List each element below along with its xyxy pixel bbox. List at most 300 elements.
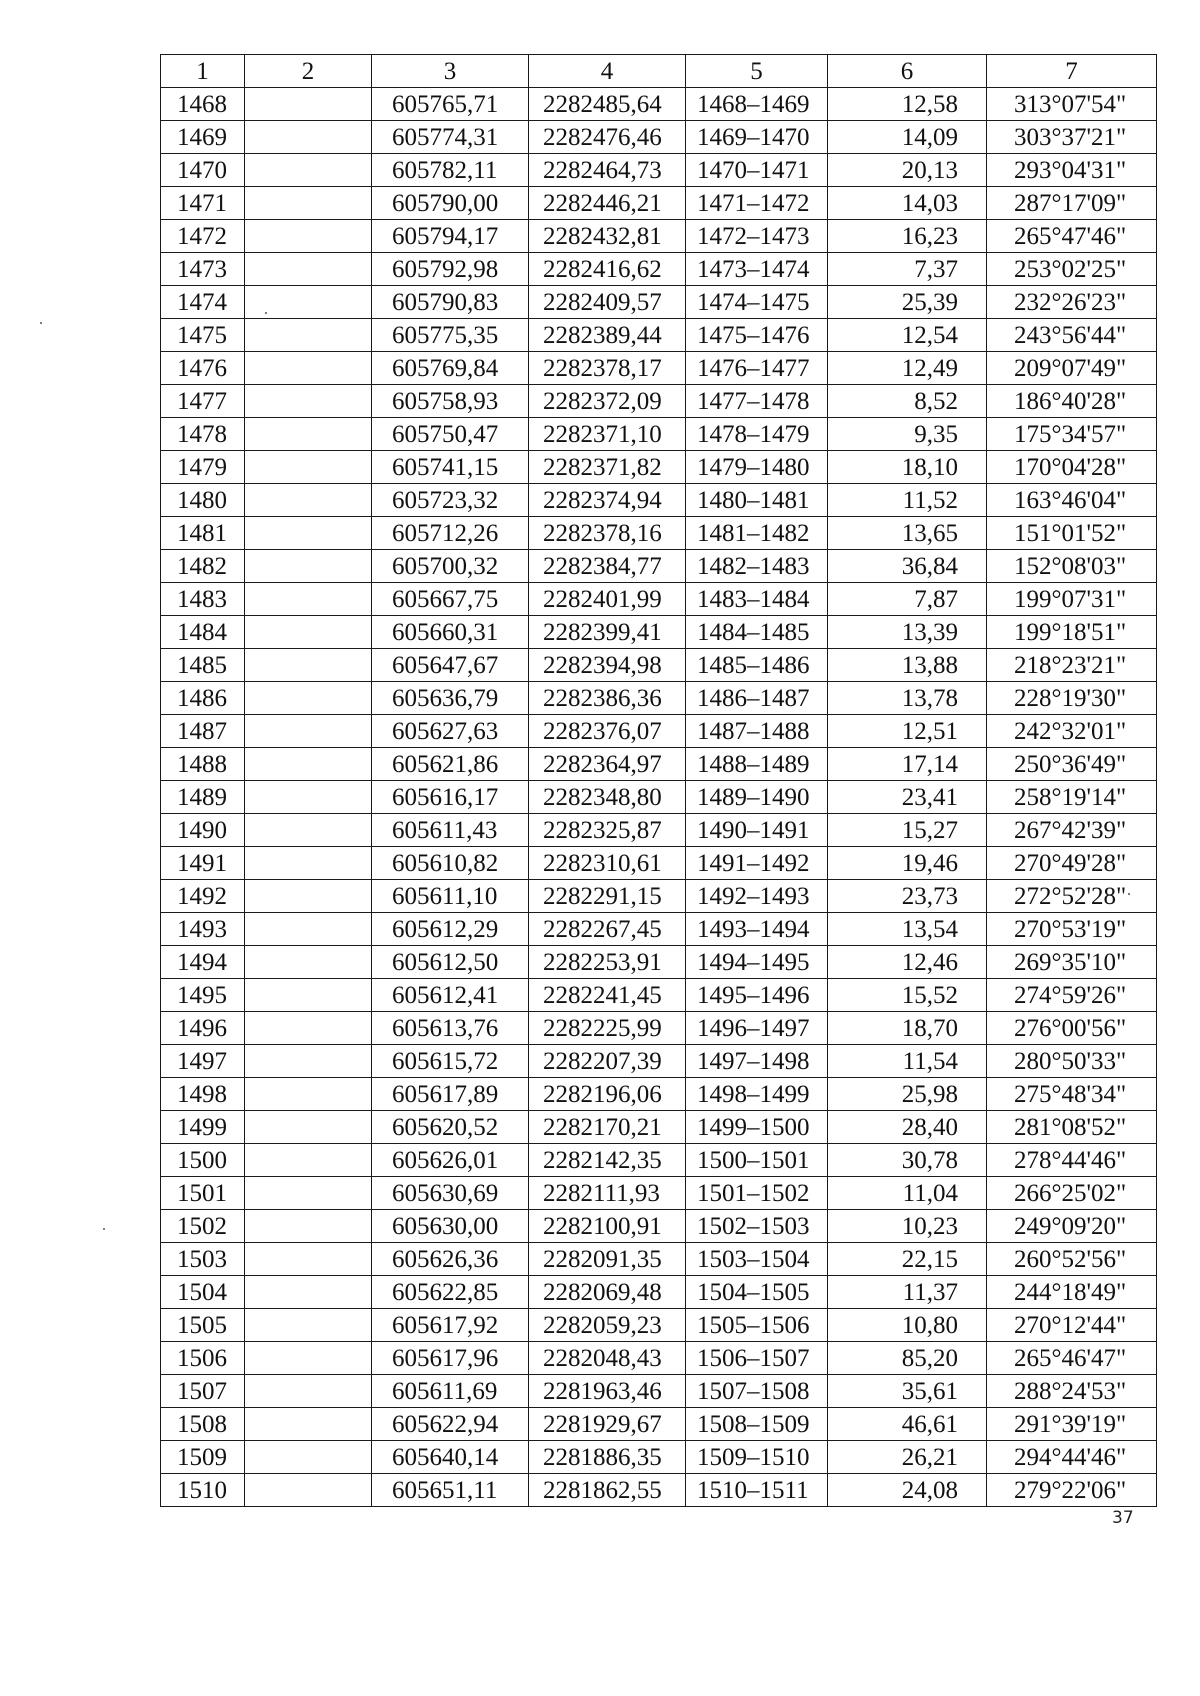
point-cell: 1499 bbox=[161, 1111, 245, 1144]
table-row bbox=[161, 1309, 1157, 1342]
table-body bbox=[161, 88, 1157, 1507]
y-coordinate-cell: 2282416,62 bbox=[529, 253, 686, 286]
table-row bbox=[161, 1012, 1157, 1045]
blank-cell bbox=[245, 385, 372, 418]
point-cell: 1474 bbox=[161, 286, 245, 319]
y-coordinate-cell: 2282048,43 bbox=[529, 1342, 686, 1375]
x-coordinate-cell: 605611,43 bbox=[372, 814, 529, 847]
table-row bbox=[161, 1408, 1157, 1441]
table-row bbox=[161, 946, 1157, 979]
segment-cell: 1475–1476 bbox=[686, 319, 828, 352]
x-coordinate-cell: 605636,79 bbox=[372, 682, 529, 715]
blank-cell bbox=[245, 715, 372, 748]
segment-cell: 1494–1495 bbox=[686, 946, 828, 979]
length-cell: 14,09 bbox=[828, 121, 987, 154]
blank-cell bbox=[245, 451, 372, 484]
segment-cell: 1495–1496 bbox=[686, 979, 828, 1012]
blank-cell bbox=[245, 220, 372, 253]
segment-cell: 1491–1492 bbox=[686, 847, 828, 880]
direction-angle-cell: 199°18'51" bbox=[987, 616, 1157, 649]
length-cell: 7,37 bbox=[828, 253, 987, 286]
direction-angle-cell: 186°40'28" bbox=[987, 385, 1157, 418]
point-cell: 1484 bbox=[161, 616, 245, 649]
segment-cell: 1473–1474 bbox=[686, 253, 828, 286]
point-cell: 1475 bbox=[161, 319, 245, 352]
segment-cell: 1471–1472 bbox=[686, 187, 828, 220]
y-coordinate-cell: 2282291,15 bbox=[529, 880, 686, 913]
table-row bbox=[161, 385, 1157, 418]
point-cell: 1501 bbox=[161, 1177, 245, 1210]
table-row bbox=[161, 451, 1157, 484]
direction-angle-cell: 269°35'10" bbox=[987, 946, 1157, 979]
point-cell: 1469 bbox=[161, 121, 245, 154]
table-row bbox=[161, 121, 1157, 154]
x-coordinate-cell: 605723,32 bbox=[372, 484, 529, 517]
blank-cell bbox=[245, 286, 372, 319]
y-coordinate-cell: 2282207,39 bbox=[529, 1045, 686, 1078]
segment-cell: 1476–1477 bbox=[686, 352, 828, 385]
segment-cell: 1492–1493 bbox=[686, 880, 828, 913]
x-coordinate-cell: 605775,35 bbox=[372, 319, 529, 352]
segment-cell: 1470–1471 bbox=[686, 154, 828, 187]
direction-angle-cell: 242°32'01" bbox=[987, 715, 1157, 748]
table-row bbox=[161, 187, 1157, 220]
length-cell: 10,23 bbox=[828, 1210, 987, 1243]
y-coordinate-cell: 2281963,46 bbox=[529, 1375, 686, 1408]
blank-cell bbox=[245, 1144, 372, 1177]
y-coordinate-cell: 2282372,09 bbox=[529, 385, 686, 418]
segment-cell: 1501–1502 bbox=[686, 1177, 828, 1210]
blank-cell bbox=[245, 583, 372, 616]
length-cell: 13,78 bbox=[828, 682, 987, 715]
direction-angle-cell: 170°04'28" bbox=[987, 451, 1157, 484]
blank-cell bbox=[245, 1210, 372, 1243]
point-cell: 1487 bbox=[161, 715, 245, 748]
y-coordinate-cell: 2282196,06 bbox=[529, 1078, 686, 1111]
x-coordinate-cell: 605774,31 bbox=[372, 121, 529, 154]
table-row bbox=[161, 1441, 1157, 1474]
blank-cell bbox=[245, 1045, 372, 1078]
segment-cell: 1489–1490 bbox=[686, 781, 828, 814]
scan-speck bbox=[265, 312, 267, 314]
segment-cell: 1487–1488 bbox=[686, 715, 828, 748]
x-coordinate-cell: 605617,89 bbox=[372, 1078, 529, 1111]
segment-cell: 1499–1500 bbox=[686, 1111, 828, 1144]
point-cell: 1508 bbox=[161, 1408, 245, 1441]
length-cell: 22,15 bbox=[828, 1243, 987, 1276]
segment-cell: 1508–1509 bbox=[686, 1408, 828, 1441]
x-coordinate-cell: 605626,01 bbox=[372, 1144, 529, 1177]
blank-cell bbox=[245, 154, 372, 187]
column-header-2: 2 bbox=[245, 55, 372, 88]
point-cell: 1495 bbox=[161, 979, 245, 1012]
blank-cell bbox=[245, 1309, 372, 1342]
y-coordinate-cell: 2282225,99 bbox=[529, 1012, 686, 1045]
blank-cell bbox=[245, 913, 372, 946]
direction-angle-cell: 313°07'54" bbox=[987, 88, 1157, 121]
direction-angle-cell: 243°56'44" bbox=[987, 319, 1157, 352]
length-cell: 24,08 bbox=[828, 1474, 987, 1507]
x-coordinate-cell: 605617,96 bbox=[372, 1342, 529, 1375]
blank-cell bbox=[245, 682, 372, 715]
blank-cell bbox=[245, 616, 372, 649]
point-cell: 1503 bbox=[161, 1243, 245, 1276]
coordinates-table bbox=[160, 54, 1157, 1507]
x-coordinate-cell: 605626,36 bbox=[372, 1243, 529, 1276]
y-coordinate-cell: 2282325,87 bbox=[529, 814, 686, 847]
table-row bbox=[161, 517, 1157, 550]
y-coordinate-cell: 2282364,97 bbox=[529, 748, 686, 781]
length-cell: 17,14 bbox=[828, 748, 987, 781]
table-row bbox=[161, 352, 1157, 385]
point-cell: 1483 bbox=[161, 583, 245, 616]
length-cell: 15,27 bbox=[828, 814, 987, 847]
segment-cell: 1507–1508 bbox=[686, 1375, 828, 1408]
blank-cell bbox=[245, 88, 372, 121]
length-cell: 25,39 bbox=[828, 286, 987, 319]
direction-angle-cell: 287°17'09" bbox=[987, 187, 1157, 220]
x-coordinate-cell: 605647,67 bbox=[372, 649, 529, 682]
x-coordinate-cell: 605616,17 bbox=[372, 781, 529, 814]
direction-angle-cell: 275°48'34" bbox=[987, 1078, 1157, 1111]
direction-angle-cell: 291°39'19" bbox=[987, 1408, 1157, 1441]
y-coordinate-cell: 2282446,21 bbox=[529, 187, 686, 220]
x-coordinate-cell: 605615,72 bbox=[372, 1045, 529, 1078]
direction-angle-cell: 280°50'33" bbox=[987, 1045, 1157, 1078]
direction-angle-cell: 218°23'21" bbox=[987, 649, 1157, 682]
blank-cell bbox=[245, 880, 372, 913]
direction-angle-cell: 267°42'39" bbox=[987, 814, 1157, 847]
blank-cell bbox=[245, 748, 372, 781]
length-cell: 30,78 bbox=[828, 1144, 987, 1177]
direction-angle-cell: 266°25'02" bbox=[987, 1177, 1157, 1210]
table-row bbox=[161, 1111, 1157, 1144]
x-coordinate-cell: 605667,75 bbox=[372, 583, 529, 616]
x-coordinate-cell: 605620,52 bbox=[372, 1111, 529, 1144]
x-coordinate-cell: 605612,50 bbox=[372, 946, 529, 979]
table-row bbox=[161, 814, 1157, 847]
length-cell: 12,49 bbox=[828, 352, 987, 385]
direction-angle-cell: 270°49'28" bbox=[987, 847, 1157, 880]
table-row bbox=[161, 1144, 1157, 1177]
length-cell: 12,58 bbox=[828, 88, 987, 121]
table-row bbox=[161, 1177, 1157, 1210]
point-cell: 1504 bbox=[161, 1276, 245, 1309]
point-cell: 1492 bbox=[161, 880, 245, 913]
x-coordinate-cell: 605790,83 bbox=[372, 286, 529, 319]
x-coordinate-cell: 605769,84 bbox=[372, 352, 529, 385]
length-cell: 15,52 bbox=[828, 979, 987, 1012]
direction-angle-cell: 175°34'57" bbox=[987, 418, 1157, 451]
y-coordinate-cell: 2282253,91 bbox=[529, 946, 686, 979]
length-cell: 13,88 bbox=[828, 649, 987, 682]
point-cell: 1497 bbox=[161, 1045, 245, 1078]
table-row bbox=[161, 847, 1157, 880]
point-cell: 1478 bbox=[161, 418, 245, 451]
x-coordinate-cell: 605612,41 bbox=[372, 979, 529, 1012]
y-coordinate-cell: 2282371,10 bbox=[529, 418, 686, 451]
y-coordinate-cell: 2282142,35 bbox=[529, 1144, 686, 1177]
length-cell: 13,54 bbox=[828, 913, 987, 946]
segment-cell: 1504–1505 bbox=[686, 1276, 828, 1309]
x-coordinate-cell: 605627,63 bbox=[372, 715, 529, 748]
segment-cell: 1472–1473 bbox=[686, 220, 828, 253]
column-header-4: 4 bbox=[529, 55, 686, 88]
x-coordinate-cell: 605790,00 bbox=[372, 187, 529, 220]
y-coordinate-cell: 2282267,45 bbox=[529, 913, 686, 946]
segment-cell: 1477–1478 bbox=[686, 385, 828, 418]
length-cell: 18,70 bbox=[828, 1012, 987, 1045]
blank-cell bbox=[245, 1408, 372, 1441]
segment-cell: 1484–1485 bbox=[686, 616, 828, 649]
x-coordinate-cell: 605630,69 bbox=[372, 1177, 529, 1210]
blank-cell bbox=[245, 187, 372, 220]
direction-angle-cell: 265°47'46" bbox=[987, 220, 1157, 253]
direction-angle-cell: 260°52'56" bbox=[987, 1243, 1157, 1276]
blank-cell bbox=[245, 121, 372, 154]
x-coordinate-cell: 605610,82 bbox=[372, 847, 529, 880]
blank-cell bbox=[245, 550, 372, 583]
table-row bbox=[161, 319, 1157, 352]
direction-angle-cell: 199°07'31" bbox=[987, 583, 1157, 616]
table-row bbox=[161, 1045, 1157, 1078]
segment-cell: 1496–1497 bbox=[686, 1012, 828, 1045]
y-coordinate-cell: 2282378,16 bbox=[529, 517, 686, 550]
direction-angle-cell: 253°02'25" bbox=[987, 253, 1157, 286]
y-coordinate-cell: 2282409,57 bbox=[529, 286, 686, 319]
length-cell: 12,54 bbox=[828, 319, 987, 352]
length-cell: 7,87 bbox=[828, 583, 987, 616]
blank-cell bbox=[245, 1177, 372, 1210]
y-coordinate-cell: 2282464,73 bbox=[529, 154, 686, 187]
x-coordinate-cell: 605611,69 bbox=[372, 1375, 529, 1408]
direction-angle-cell: 258°19'14" bbox=[987, 781, 1157, 814]
segment-cell: 1483–1484 bbox=[686, 583, 828, 616]
direction-angle-cell: 270°12'44" bbox=[987, 1309, 1157, 1342]
length-cell: 26,21 bbox=[828, 1441, 987, 1474]
segment-cell: 1497–1498 bbox=[686, 1045, 828, 1078]
segment-cell: 1468–1469 bbox=[686, 88, 828, 121]
y-coordinate-cell: 2282100,91 bbox=[529, 1210, 686, 1243]
blank-cell bbox=[245, 253, 372, 286]
point-cell: 1472 bbox=[161, 220, 245, 253]
segment-cell: 1480–1481 bbox=[686, 484, 828, 517]
x-coordinate-cell: 605782,11 bbox=[372, 154, 529, 187]
point-cell: 1476 bbox=[161, 352, 245, 385]
table-row bbox=[161, 913, 1157, 946]
length-cell: 10,80 bbox=[828, 1309, 987, 1342]
point-cell: 1489 bbox=[161, 781, 245, 814]
point-cell: 1502 bbox=[161, 1210, 245, 1243]
length-cell: 18,10 bbox=[828, 451, 987, 484]
x-coordinate-cell: 605794,17 bbox=[372, 220, 529, 253]
y-coordinate-cell: 2282378,17 bbox=[529, 352, 686, 385]
table-row bbox=[161, 748, 1157, 781]
x-coordinate-cell: 605612,29 bbox=[372, 913, 529, 946]
segment-cell: 1481–1482 bbox=[686, 517, 828, 550]
table-row bbox=[161, 781, 1157, 814]
y-coordinate-cell: 2282401,99 bbox=[529, 583, 686, 616]
blank-cell bbox=[245, 946, 372, 979]
point-cell: 1470 bbox=[161, 154, 245, 187]
direction-angle-cell: 270°53'19" bbox=[987, 913, 1157, 946]
x-coordinate-cell: 605617,92 bbox=[372, 1309, 529, 1342]
scan-speck bbox=[103, 1228, 105, 1230]
point-cell: 1477 bbox=[161, 385, 245, 418]
point-cell: 1471 bbox=[161, 187, 245, 220]
blank-cell bbox=[245, 1474, 372, 1507]
x-coordinate-cell: 605613,76 bbox=[372, 1012, 529, 1045]
point-cell: 1491 bbox=[161, 847, 245, 880]
blank-cell bbox=[245, 814, 372, 847]
y-coordinate-cell: 2281862,55 bbox=[529, 1474, 686, 1507]
length-cell: 11,52 bbox=[828, 484, 987, 517]
length-cell: 11,04 bbox=[828, 1177, 987, 1210]
x-coordinate-cell: 605700,32 bbox=[372, 550, 529, 583]
x-coordinate-cell: 605651,11 bbox=[372, 1474, 529, 1507]
segment-cell: 1498–1499 bbox=[686, 1078, 828, 1111]
table-row bbox=[161, 649, 1157, 682]
table-row bbox=[161, 1342, 1157, 1375]
point-cell: 1490 bbox=[161, 814, 245, 847]
scan-speck bbox=[1128, 893, 1130, 895]
table-row bbox=[161, 1276, 1157, 1309]
direction-angle-cell: 250°36'49" bbox=[987, 748, 1157, 781]
x-coordinate-cell: 605758,93 bbox=[372, 385, 529, 418]
y-coordinate-cell: 2282059,23 bbox=[529, 1309, 686, 1342]
direction-angle-cell: 209°07'49" bbox=[987, 352, 1157, 385]
length-cell: 9,35 bbox=[828, 418, 987, 451]
point-cell: 1506 bbox=[161, 1342, 245, 1375]
column-header-3: 3 bbox=[372, 55, 529, 88]
page-number: 37 bbox=[1112, 1508, 1134, 1528]
x-coordinate-cell: 605660,31 bbox=[372, 616, 529, 649]
y-coordinate-cell: 2281929,67 bbox=[529, 1408, 686, 1441]
segment-cell: 1506–1507 bbox=[686, 1342, 828, 1375]
point-cell: 1496 bbox=[161, 1012, 245, 1045]
point-cell: 1493 bbox=[161, 913, 245, 946]
length-cell: 35,61 bbox=[828, 1375, 987, 1408]
length-cell: 46,61 bbox=[828, 1408, 987, 1441]
table-header-row bbox=[161, 55, 1157, 88]
direction-angle-cell: 276°00'56" bbox=[987, 1012, 1157, 1045]
direction-angle-cell: 272°52'28" bbox=[987, 880, 1157, 913]
blank-cell bbox=[245, 1342, 372, 1375]
table-row bbox=[161, 1375, 1157, 1408]
length-cell: 36,84 bbox=[828, 550, 987, 583]
table-row bbox=[161, 1210, 1157, 1243]
y-coordinate-cell: 2282399,41 bbox=[529, 616, 686, 649]
direction-angle-cell: 288°24'53" bbox=[987, 1375, 1157, 1408]
length-cell: 12,46 bbox=[828, 946, 987, 979]
direction-angle-cell: 294°44'46" bbox=[987, 1441, 1157, 1474]
length-cell: 16,23 bbox=[828, 220, 987, 253]
segment-cell: 1478–1479 bbox=[686, 418, 828, 451]
point-cell: 1507 bbox=[161, 1375, 245, 1408]
y-coordinate-cell: 2282091,35 bbox=[529, 1243, 686, 1276]
blank-cell bbox=[245, 517, 372, 550]
blank-cell bbox=[245, 418, 372, 451]
blank-cell bbox=[245, 649, 372, 682]
y-coordinate-cell: 2282389,44 bbox=[529, 319, 686, 352]
table-row bbox=[161, 1243, 1157, 1276]
y-coordinate-cell: 2282371,82 bbox=[529, 451, 686, 484]
blank-cell bbox=[245, 319, 372, 352]
x-coordinate-cell: 605792,98 bbox=[372, 253, 529, 286]
y-coordinate-cell: 2282432,81 bbox=[529, 220, 686, 253]
point-cell: 1505 bbox=[161, 1309, 245, 1342]
direction-angle-cell: 228°19'30" bbox=[987, 682, 1157, 715]
direction-angle-cell: 281°08'52" bbox=[987, 1111, 1157, 1144]
y-coordinate-cell: 2282374,94 bbox=[529, 484, 686, 517]
point-cell: 1500 bbox=[161, 1144, 245, 1177]
y-coordinate-cell: 2282476,46 bbox=[529, 121, 686, 154]
table-row bbox=[161, 715, 1157, 748]
direction-angle-cell: 303°37'21" bbox=[987, 121, 1157, 154]
point-cell: 1486 bbox=[161, 682, 245, 715]
length-cell: 12,51 bbox=[828, 715, 987, 748]
length-cell: 19,46 bbox=[828, 847, 987, 880]
length-cell: 28,40 bbox=[828, 1111, 987, 1144]
length-cell: 20,13 bbox=[828, 154, 987, 187]
y-coordinate-cell: 2282394,98 bbox=[529, 649, 686, 682]
length-cell: 13,65 bbox=[828, 517, 987, 550]
x-coordinate-cell: 605611,10 bbox=[372, 880, 529, 913]
segment-cell: 1469–1470 bbox=[686, 121, 828, 154]
point-cell: 1480 bbox=[161, 484, 245, 517]
table-row bbox=[161, 616, 1157, 649]
x-coordinate-cell: 605712,26 bbox=[372, 517, 529, 550]
length-cell: 23,41 bbox=[828, 781, 987, 814]
table-row bbox=[161, 1078, 1157, 1111]
direction-angle-cell: 265°46'47" bbox=[987, 1342, 1157, 1375]
x-coordinate-cell: 605622,85 bbox=[372, 1276, 529, 1309]
segment-cell: 1486–1487 bbox=[686, 682, 828, 715]
direction-angle-cell: 152°08'03" bbox=[987, 550, 1157, 583]
x-coordinate-cell: 605741,15 bbox=[372, 451, 529, 484]
segment-cell: 1493–1494 bbox=[686, 913, 828, 946]
blank-cell bbox=[245, 781, 372, 814]
segment-cell: 1510–1511 bbox=[686, 1474, 828, 1507]
y-coordinate-cell: 2282241,45 bbox=[529, 979, 686, 1012]
point-cell: 1482 bbox=[161, 550, 245, 583]
blank-cell bbox=[245, 1375, 372, 1408]
segment-cell: 1474–1475 bbox=[686, 286, 828, 319]
column-header-5: 5 bbox=[686, 55, 828, 88]
direction-angle-cell: 279°22'06" bbox=[987, 1474, 1157, 1507]
blank-cell bbox=[245, 1111, 372, 1144]
segment-cell: 1500–1501 bbox=[686, 1144, 828, 1177]
blank-cell bbox=[245, 1276, 372, 1309]
table-row bbox=[161, 682, 1157, 715]
direction-angle-cell: 278°44'46" bbox=[987, 1144, 1157, 1177]
x-coordinate-cell: 605622,94 bbox=[372, 1408, 529, 1441]
table-row bbox=[161, 220, 1157, 253]
segment-cell: 1482–1483 bbox=[686, 550, 828, 583]
blank-cell bbox=[245, 484, 372, 517]
point-cell: 1485 bbox=[161, 649, 245, 682]
point-cell: 1488 bbox=[161, 748, 245, 781]
length-cell: 11,37 bbox=[828, 1276, 987, 1309]
y-coordinate-cell: 2282111,93 bbox=[529, 1177, 686, 1210]
y-coordinate-cell: 2282376,07 bbox=[529, 715, 686, 748]
column-header-7: 7 bbox=[987, 55, 1157, 88]
length-cell: 85,20 bbox=[828, 1342, 987, 1375]
y-coordinate-cell: 2282310,61 bbox=[529, 847, 686, 880]
blank-cell bbox=[245, 1441, 372, 1474]
point-cell: 1481 bbox=[161, 517, 245, 550]
direction-angle-cell: 249°09'20" bbox=[987, 1210, 1157, 1243]
